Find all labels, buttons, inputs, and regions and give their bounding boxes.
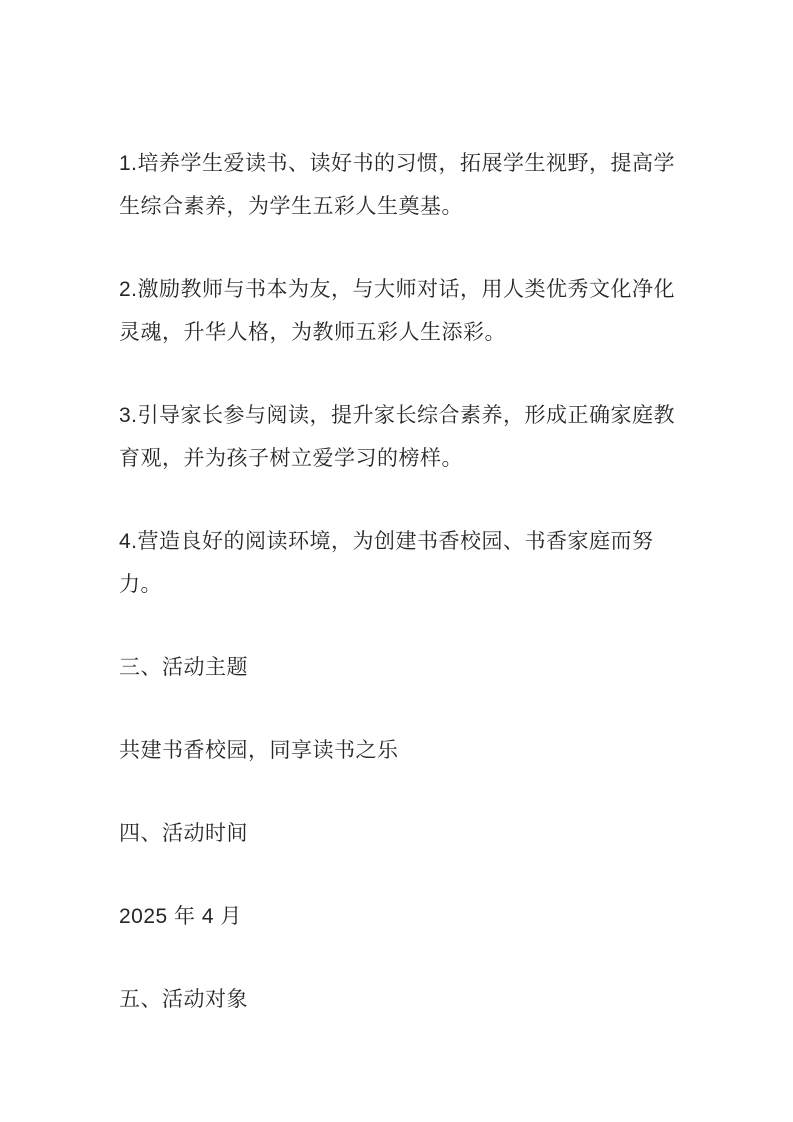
- heading-activity-time: [119, 812, 683, 855]
- paragraph-line: 育观，并为孩子树立爱学习的榜样。: [119, 447, 463, 470]
- paragraph-objective-3: [119, 394, 683, 480]
- paragraph-line: 灵魂，升华人格，为教师五彩人生添彩。: [119, 321, 506, 344]
- paragraph-objective-1: [119, 142, 683, 228]
- heading-activity-target: [119, 978, 683, 1021]
- heading-line: 五、活动对象: [119, 988, 248, 1011]
- paragraph-theme-slogan: [119, 729, 683, 772]
- paragraph-line: 4.营造良好的阅读环境，为创建书香校园、书香家庭而努力。: [119, 530, 654, 596]
- paragraph-line: 共建书香校园，同享读书之乐: [119, 739, 399, 762]
- heading-activity-theme: [119, 646, 683, 689]
- paragraph-line: 1.培养学生爱读书、读好书的习惯，拓展学生视野，提高学: [119, 152, 676, 175]
- paragraph-activity-time: [119, 895, 683, 938]
- paragraph-objective-4: [119, 520, 683, 606]
- paragraph-line: 3.引导家长参与阅读，提升家长综合素养，形成正确家庭教: [119, 404, 676, 427]
- heading-line: 四、活动时间: [119, 822, 248, 845]
- paragraph-line: 2.激励教师与书本为友，与大师对话，用人类优秀文化净化: [119, 278, 676, 301]
- paragraph-line: 生综合素养，为学生五彩人生奠基。: [119, 195, 463, 218]
- paragraph-objective-2: [119, 268, 683, 354]
- paragraph-line: 2025 年 4 月: [119, 905, 242, 928]
- heading-line: 三、活动主题: [119, 656, 248, 679]
